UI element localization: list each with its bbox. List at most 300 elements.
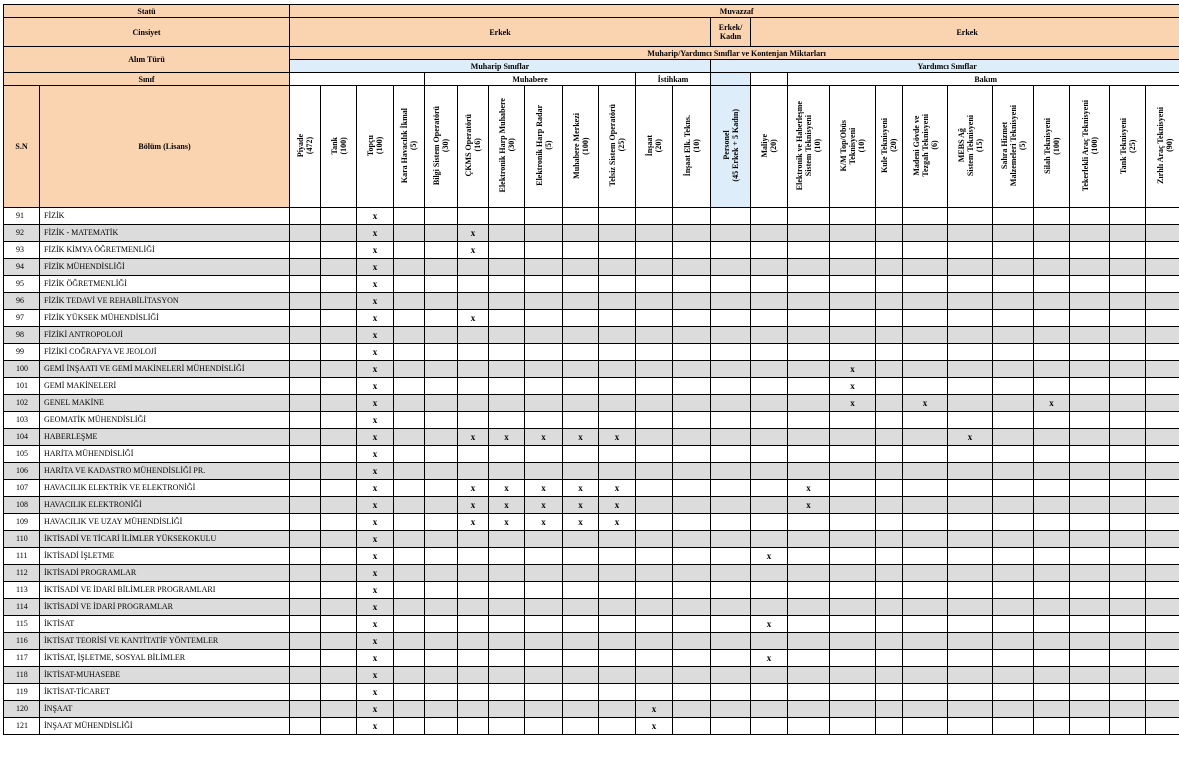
quota-cell — [321, 378, 357, 395]
quota-cell — [290, 310, 321, 327]
table-row — [4, 361, 1179, 378]
quota-cell — [993, 650, 1034, 667]
row-bolum: İKTİSADİ VE TİCARİ İLİMLER YÜKSEKOKULU — [40, 531, 290, 548]
quota-cell — [458, 327, 489, 344]
table-row — [4, 344, 1179, 361]
quota-cell — [525, 463, 563, 480]
column-header-12 — [711, 86, 751, 208]
row-bolum: FİZİK TEDAVİ VE REHABİLİTASYON — [40, 293, 290, 310]
quota-cell — [673, 650, 711, 667]
quota-cell — [948, 361, 993, 378]
quota-cell — [563, 395, 599, 412]
quota-cell — [830, 327, 876, 344]
quota-cell — [673, 293, 711, 310]
row-sn: 100 — [4, 361, 40, 378]
quota-cell — [1146, 514, 1179, 531]
quota-mark: x — [357, 412, 394, 429]
table-row — [4, 378, 1179, 395]
quota-cell — [876, 650, 903, 667]
row-sn: 96 — [4, 293, 40, 310]
table-row — [4, 242, 1179, 259]
quota-mark: x — [458, 242, 489, 259]
quota-cell — [948, 412, 993, 429]
quota-mark: x — [357, 718, 394, 735]
column-header-20 — [1034, 86, 1070, 208]
quota-cell — [394, 361, 425, 378]
quota-cell — [563, 582, 599, 599]
quota-cell — [993, 616, 1034, 633]
quota-cell — [425, 548, 458, 565]
quota-cell — [1110, 480, 1146, 497]
quota-cell — [948, 480, 993, 497]
quota-cell — [489, 565, 525, 582]
quota-cell — [394, 429, 425, 446]
quota-cell — [1070, 208, 1110, 225]
quota-cell — [876, 310, 903, 327]
quota-cell — [458, 684, 489, 701]
quota-cell — [673, 344, 711, 361]
row-bolum: FİZİK YÜKSEK MÜHENDİSLİĞİ — [40, 310, 290, 327]
quota-mark: x — [357, 429, 394, 446]
quota-cell — [394, 208, 425, 225]
quota-cell — [993, 344, 1034, 361]
quota-cell — [563, 633, 599, 650]
table-row — [4, 701, 1179, 718]
quota-mark: x — [357, 361, 394, 378]
quota-cell — [525, 259, 563, 276]
quota-cell — [993, 701, 1034, 718]
quota-cell — [751, 429, 788, 446]
quota-cell — [1146, 463, 1179, 480]
row-bolum: İKTİSADİ VE İDARİ PROGRAMLAR — [40, 599, 290, 616]
quota-cell — [903, 565, 948, 582]
quota-mark: x — [357, 599, 394, 616]
quota-cell — [948, 463, 993, 480]
quota-mark: x — [563, 514, 599, 531]
quota-cell — [394, 718, 425, 735]
quota-mark: x — [357, 293, 394, 310]
row-sn: 101 — [4, 378, 40, 395]
quota-cell — [876, 429, 903, 446]
quota-cell — [711, 208, 751, 225]
quota-cell — [788, 599, 830, 616]
column-header-label: Elektronik ve Haberleşme Sistem Teknisyeni (10) — [795, 100, 823, 191]
row-sn: 121 — [4, 718, 40, 735]
quota-cell — [903, 463, 948, 480]
row-sn: 118 — [4, 667, 40, 684]
quota-cell — [830, 599, 876, 616]
quota-cell — [993, 548, 1034, 565]
table-row — [4, 582, 1179, 599]
quota-mark: x — [599, 480, 636, 497]
quota-cell — [525, 276, 563, 293]
quota-cell — [321, 480, 357, 497]
quota-cell — [636, 684, 673, 701]
quota-cell — [290, 497, 321, 514]
quota-cell — [599, 650, 636, 667]
quota-cell — [788, 310, 830, 327]
quota-cell — [1110, 429, 1146, 446]
quota-mark: x — [458, 514, 489, 531]
quota-cell — [1110, 412, 1146, 429]
quota-cell — [599, 633, 636, 650]
table-row — [4, 293, 1179, 310]
quota-cell — [458, 616, 489, 633]
row-sn: 116 — [4, 633, 40, 650]
quota-cell — [1146, 480, 1179, 497]
quota-mark: x — [525, 429, 563, 446]
row-sn: 107 — [4, 480, 40, 497]
quota-cell — [394, 667, 425, 684]
quota-cell — [563, 599, 599, 616]
quota-cell — [1146, 208, 1179, 225]
quota-cell — [1146, 718, 1179, 735]
row-sn: 111 — [4, 548, 40, 565]
quota-cell — [636, 293, 673, 310]
row-bolum: FİZİK - MATEMATİK — [40, 225, 290, 242]
quota-cell — [876, 582, 903, 599]
quota-cell — [876, 361, 903, 378]
quota-cell — [1110, 565, 1146, 582]
quota-cell — [876, 225, 903, 242]
quota-cell — [1146, 684, 1179, 701]
quota-cell — [993, 667, 1034, 684]
quota-cell — [1070, 548, 1110, 565]
quota-cell — [290, 599, 321, 616]
row-bolum: İKTİSADİ VE İDARİ BİLİMLER PROGRAMLARI — [40, 582, 290, 599]
quota-cell — [711, 616, 751, 633]
column-header-13 — [751, 86, 788, 208]
quota-mark: x — [599, 429, 636, 446]
table-row — [4, 276, 1179, 293]
quota-cell — [673, 259, 711, 276]
quota-mark: x — [563, 480, 599, 497]
quota-cell — [1034, 225, 1070, 242]
quota-cell — [1146, 259, 1179, 276]
quota-cell — [599, 599, 636, 616]
quota-cell — [1070, 225, 1110, 242]
quota-cell — [1146, 701, 1179, 718]
quota-cell — [425, 480, 458, 497]
quota-cell — [290, 684, 321, 701]
quota-cell — [673, 548, 711, 565]
quota-cell — [711, 701, 751, 718]
quota-table-container — [3, 4, 1179, 735]
quota-cell — [1146, 548, 1179, 565]
quota-cell — [830, 310, 876, 327]
row-sn: 104 — [4, 429, 40, 446]
quota-cell — [830, 480, 876, 497]
quota-cell — [751, 361, 788, 378]
quota-cell — [1110, 497, 1146, 514]
quota-cell — [1146, 429, 1179, 446]
quota-cell — [321, 565, 357, 582]
quota-cell — [903, 701, 948, 718]
quota-cell — [425, 599, 458, 616]
quota-cell — [290, 582, 321, 599]
quota-mark: x — [357, 480, 394, 497]
quota-cell — [876, 293, 903, 310]
quota-cell — [1070, 446, 1110, 463]
column-header-label: Tekerlekli Araç Teknisyeni (100) — [1080, 99, 1099, 192]
row-sn: 119 — [4, 684, 40, 701]
statu-value: Muvazzaf — [290, 5, 1179, 18]
quota-cell — [751, 582, 788, 599]
quota-cell — [903, 667, 948, 684]
quota-cell — [636, 480, 673, 497]
quota-cell — [711, 327, 751, 344]
quota-cell — [525, 395, 563, 412]
quota-cell — [673, 531, 711, 548]
quota-cell — [993, 514, 1034, 531]
quota-cell — [1070, 463, 1110, 480]
quota-cell — [751, 701, 788, 718]
quota-cell — [1146, 667, 1179, 684]
quota-cell — [1110, 446, 1146, 463]
column-header-label: Madeni Gövde ve Tezgah Teknisyeni (6) — [911, 114, 939, 177]
quota-cell — [1070, 310, 1110, 327]
quota-cell — [751, 463, 788, 480]
quota-cell — [673, 480, 711, 497]
quota-cell — [599, 412, 636, 429]
quota-cell — [903, 548, 948, 565]
table-row — [4, 480, 1179, 497]
quota-cell — [1146, 650, 1179, 667]
quota-cell — [1070, 684, 1110, 701]
quota-cell — [321, 293, 357, 310]
quota-cell — [993, 480, 1034, 497]
quota-cell — [993, 633, 1034, 650]
row-bolum: İKTİSAT-MUHASEBE — [40, 667, 290, 684]
quota-cell — [290, 701, 321, 718]
row-sn: 112 — [4, 565, 40, 582]
quota-cell — [993, 497, 1034, 514]
quota-cell — [290, 480, 321, 497]
quota-cell — [673, 599, 711, 616]
quota-mark: x — [357, 633, 394, 650]
quota-cell — [751, 378, 788, 395]
quota-cell — [394, 497, 425, 514]
row-bolum: İKTİSAT, İŞLETME, SOSYAL BİLİMLER — [40, 650, 290, 667]
row-bolum: İKTİSAT TEORİSİ VE KANTİTATİF YÖNTEMLER — [40, 633, 290, 650]
quota-cell — [1146, 310, 1179, 327]
quota-cell — [711, 412, 751, 429]
quota-cell — [673, 310, 711, 327]
quota-cell — [1034, 242, 1070, 259]
quota-cell — [321, 531, 357, 548]
quota-cell — [563, 548, 599, 565]
quota-cell — [489, 310, 525, 327]
quota-cell — [903, 378, 948, 395]
quota-cell — [599, 582, 636, 599]
muharip-siniflar-header: Muharip Sınıflar — [290, 60, 711, 73]
quota-cell — [394, 310, 425, 327]
quota-cell — [903, 616, 948, 633]
quota-mark: x — [751, 548, 788, 565]
quota-cell — [636, 242, 673, 259]
quota-cell — [1070, 599, 1110, 616]
quota-cell — [788, 701, 830, 718]
quota-cell — [830, 718, 876, 735]
quota-mark: x — [357, 463, 394, 480]
quota-cell — [830, 242, 876, 259]
quota-cell — [290, 718, 321, 735]
quota-cell — [321, 446, 357, 463]
quota-cell — [673, 429, 711, 446]
quota-cell — [321, 684, 357, 701]
quota-cell — [993, 225, 1034, 242]
quota-cell — [290, 667, 321, 684]
quota-cell — [636, 463, 673, 480]
quota-cell — [458, 293, 489, 310]
quota-cell — [1034, 480, 1070, 497]
quota-cell — [830, 582, 876, 599]
quota-cell — [1034, 582, 1070, 599]
quota-cell — [903, 259, 948, 276]
quota-cell — [636, 616, 673, 633]
quota-cell — [948, 293, 993, 310]
quota-cell — [1034, 599, 1070, 616]
table-row — [4, 208, 1179, 225]
quota-cell — [673, 378, 711, 395]
quota-cell — [673, 395, 711, 412]
quota-cell — [489, 582, 525, 599]
quota-cell — [830, 650, 876, 667]
quota-cell — [1070, 276, 1110, 293]
column-header-17 — [903, 86, 948, 208]
quota-cell — [830, 276, 876, 293]
quota-cell — [830, 514, 876, 531]
quota-cell — [903, 514, 948, 531]
row-sn: 114 — [4, 599, 40, 616]
quota-cell — [788, 225, 830, 242]
quota-cell — [788, 650, 830, 667]
quota-cell — [394, 344, 425, 361]
quota-cell — [673, 327, 711, 344]
quota-cell — [751, 327, 788, 344]
quota-cell — [711, 310, 751, 327]
column-header-22 — [1110, 86, 1146, 208]
quota-cell — [751, 310, 788, 327]
quota-cell — [948, 276, 993, 293]
quota-cell — [290, 259, 321, 276]
quota-cell — [711, 463, 751, 480]
quota-cell — [290, 565, 321, 582]
quota-cell — [563, 667, 599, 684]
row-bolum: GEMİ İNŞAATI VE GEMİ MAKİNELERİ MÜHENDİSLİĞİ — [40, 361, 290, 378]
quota-cell — [876, 276, 903, 293]
quota-cell — [673, 582, 711, 599]
quota-cell — [599, 225, 636, 242]
quota-mark: x — [357, 395, 394, 412]
quota-cell — [394, 531, 425, 548]
quota-cell — [673, 616, 711, 633]
quota-cell — [1146, 633, 1179, 650]
quota-cell — [993, 361, 1034, 378]
quota-cell — [1146, 616, 1179, 633]
quota-cell — [599, 208, 636, 225]
row-sn: 99 — [4, 344, 40, 361]
quota-cell — [1110, 701, 1146, 718]
quota-cell — [673, 361, 711, 378]
quota-cell — [876, 548, 903, 565]
quota-cell — [1110, 531, 1146, 548]
quota-mark: x — [751, 616, 788, 633]
quota-cell — [711, 718, 751, 735]
quota-cell — [458, 650, 489, 667]
column-header-label: İnşaat Elk. Tekns. (10) — [682, 114, 701, 177]
quota-cell — [948, 633, 993, 650]
quota-cell — [673, 667, 711, 684]
quota-cell — [751, 565, 788, 582]
row-bolum: HAVACILIK VE UZAY MÜHENDİSLİĞİ — [40, 514, 290, 531]
quota-cell — [425, 327, 458, 344]
quota-cell — [993, 395, 1034, 412]
quota-cell — [599, 684, 636, 701]
row-bolum: FİZİKİ ANTROPOLOJİ — [40, 327, 290, 344]
quota-cell — [425, 684, 458, 701]
quota-cell — [321, 718, 357, 735]
quota-cell — [636, 378, 673, 395]
quota-cell — [948, 310, 993, 327]
quota-cell — [1034, 412, 1070, 429]
quota-cell — [599, 344, 636, 361]
quota-cell — [425, 650, 458, 667]
quota-cell — [458, 667, 489, 684]
quota-cell — [321, 599, 357, 616]
quota-cell — [321, 616, 357, 633]
quota-mark: x — [357, 327, 394, 344]
quota-cell — [321, 463, 357, 480]
quota-cell — [321, 497, 357, 514]
quota-mark: x — [489, 497, 525, 514]
quota-cell — [525, 378, 563, 395]
quota-cell — [788, 514, 830, 531]
quota-cell — [673, 446, 711, 463]
quota-cell — [425, 582, 458, 599]
quota-cell — [394, 225, 425, 242]
quota-cell — [876, 616, 903, 633]
table-row — [4, 633, 1179, 650]
quota-cell — [290, 616, 321, 633]
quota-cell — [563, 378, 599, 395]
column-header-label: Elektronik Harp Muhabere (30) — [497, 98, 516, 193]
column-header-label: Tank (100) — [329, 136, 348, 155]
sn-header: S.N — [4, 86, 40, 208]
quota-cell — [425, 378, 458, 395]
quota-cell — [673, 276, 711, 293]
quota-cell — [788, 633, 830, 650]
quota-cell — [525, 667, 563, 684]
quota-cell — [394, 327, 425, 344]
quota-cell — [321, 582, 357, 599]
table-row — [4, 616, 1179, 633]
quota-mark: x — [357, 548, 394, 565]
quota-cell — [321, 327, 357, 344]
column-header-21 — [1070, 86, 1110, 208]
row-bolum: İKTİSAT — [40, 616, 290, 633]
quota-cell — [290, 633, 321, 650]
quota-cell — [525, 565, 563, 582]
quota-cell — [489, 701, 525, 718]
quota-cell — [948, 718, 993, 735]
quota-cell — [1034, 497, 1070, 514]
quota-cell — [993, 412, 1034, 429]
quota-cell — [830, 293, 876, 310]
quota-cell — [1070, 514, 1110, 531]
row-bolum: HARİTA VE KADASTRO MÜHENDİSLİĞİ PR. — [40, 463, 290, 480]
quota-cell — [1070, 650, 1110, 667]
